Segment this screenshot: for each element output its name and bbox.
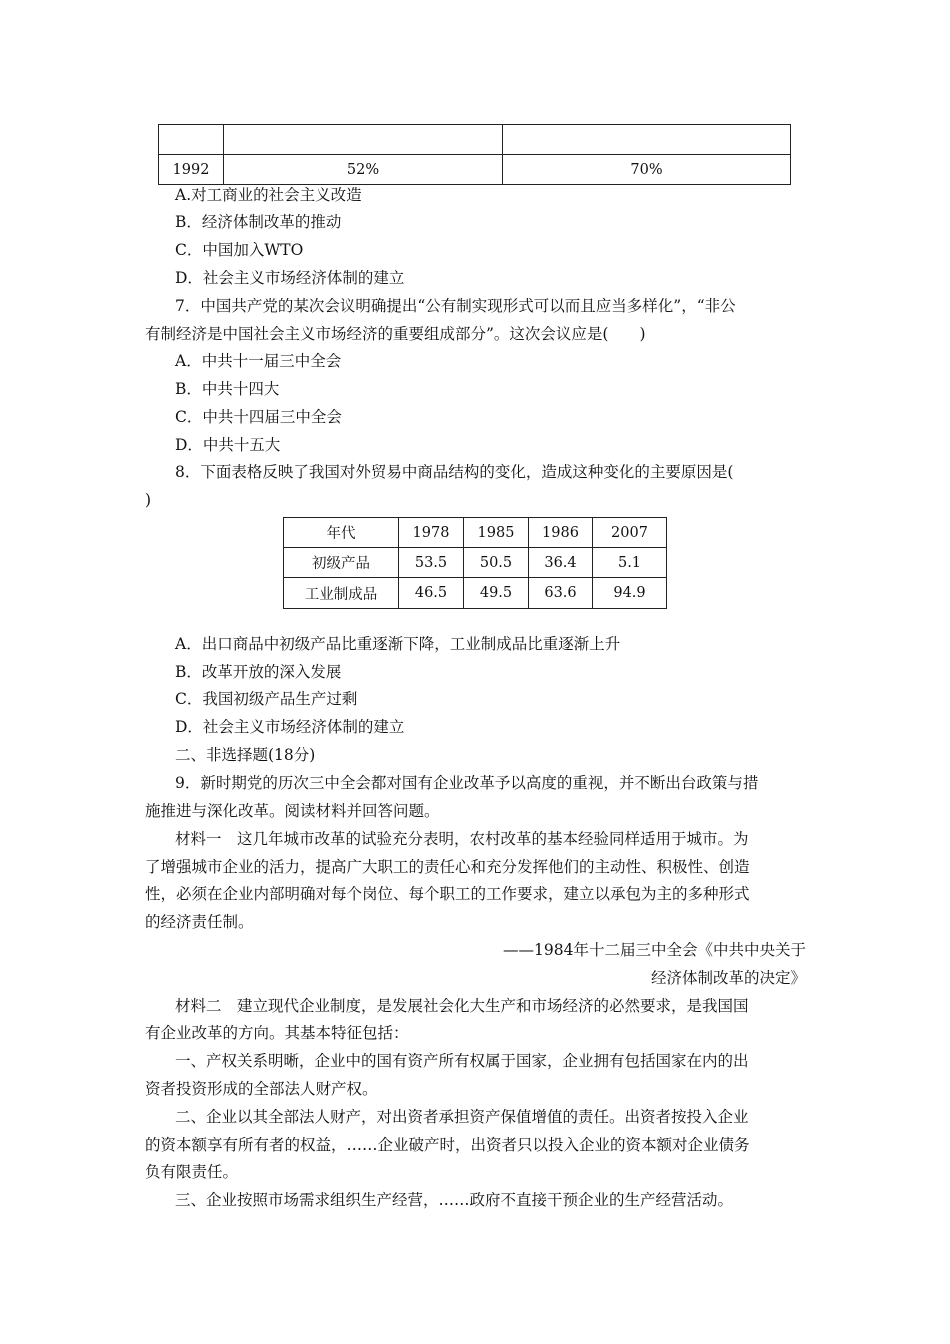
material-1-text: 的经济责任制。 <box>145 913 254 931</box>
q8-option-b: B．改革开放的深入发展 <box>175 663 342 681</box>
table-header-cell: 1978 <box>399 518 464 548</box>
table-cell: 50.5 <box>464 548 529 578</box>
q7-option-d: D．中共十五大 <box>175 436 281 454</box>
table-cell: 工业制成品 <box>284 578 399 609</box>
q8-option-a: A．出口商品中初级产品比重逐渐下降，工业制成品比重逐渐上升 <box>175 635 621 653</box>
q7-option-c: C．中共十四届三中全会 <box>175 408 342 426</box>
table-cell <box>503 125 791 155</box>
material-2-text: 负有限责任。 <box>145 1163 239 1181</box>
q8-option-c: C．我国初级产品生产过剩 <box>175 690 358 708</box>
table-cell: 63.6 <box>529 578 593 609</box>
q8-option-d: D．社会主义市场经济体制的建立 <box>175 718 405 736</box>
table-cell: 53.5 <box>399 548 464 578</box>
material-1-text: 了增强城市企业的活力，提高广大职工的责任心和充分发挥他们的主动性、积极性、创造 <box>145 858 750 876</box>
material-2-text: 材料二 建立现代企业制度，是发展社会化大生产和市场经济的必然要求，是我国国 <box>175 997 749 1015</box>
table-cell: 初级产品 <box>284 548 399 578</box>
q6-option-a: A.对工商业的社会主义改造 <box>175 186 362 204</box>
top-table <box>158 124 791 185</box>
q8-stem-cont: ) <box>145 491 152 509</box>
table-cell: 5.1 <box>593 548 667 578</box>
q9-stem: 9．新时期党的历次三中全会都对国有企业改革予以高度的重视，并不断出台政策与措 <box>175 774 759 792</box>
table-cell <box>159 125 224 155</box>
table-cell: 49.5 <box>464 578 529 609</box>
table-cell: 46.5 <box>399 578 464 609</box>
table-cell: 52% <box>224 155 503 185</box>
q6-option-b: B．经济体制改革的推动 <box>175 213 342 231</box>
material-2-text: 一、产权关系明晰，企业中的国有资产所有权属于国家，企业拥有包括国家在内的出 <box>175 1052 749 1070</box>
table-cell: 94.9 <box>593 578 667 609</box>
table-header-cell: 1985 <box>464 518 529 548</box>
q7-option-b: B．中共十四大 <box>175 380 280 398</box>
table-row <box>284 578 667 609</box>
q7-stem-cont: 有制经济是中国社会主义市场经济的重要组成部分”。这次会议应是( ) <box>145 325 646 343</box>
table-header-cell: 年代 <box>284 518 399 548</box>
table-row <box>284 518 667 548</box>
table-cell: 70% <box>503 155 791 185</box>
material-1-text: 材料一 这几年城市改革的试验充分表明，农村改革的基本经验同样适用于城市。为 <box>175 830 749 848</box>
q6-option-d: D．社会主义市场经济体制的建立 <box>175 269 405 287</box>
table-row <box>159 125 791 155</box>
table-cell: 36.4 <box>529 548 593 578</box>
q6-option-c: C．中国加入WTO <box>175 241 304 259</box>
section-title: 二、非选择题(18分) <box>175 746 316 764</box>
table-cell <box>224 125 503 155</box>
q7-option-a: A．中共十一届三中全会 <box>175 352 342 370</box>
material-1-source: ——1984年十二届三中全会《中共中央关于 <box>503 941 806 959</box>
material-2-text: 三、企业按照市场需求组织生产经营，……政府不直接干预企业的生产经营活动。 <box>175 1191 734 1209</box>
material-2-text: 有企业改革的方向。其基本特征包括： <box>145 1024 409 1042</box>
material-1-source: 经济体制改革的决定》 <box>650 969 806 987</box>
q8-stem: 8．下面表格反映了我国对外贸易中商品结构的变化，造成这种变化的主要原因是( <box>175 463 734 481</box>
table-row <box>284 548 667 578</box>
material-2-text: 的资本额享有所有者的权益，……企业破产时，出资者只以投入企业的资本额对企业债务 <box>145 1136 750 1154</box>
material-1-text: 性，必须在企业内部明确对每个岗位、每个职工的工作要求，建立以承包为主的多种形式 <box>145 885 750 903</box>
material-2-text: 二、企业以其全部法人财产，对出资者承担资产保值增值的责任。出资者按投入企业 <box>175 1108 749 1126</box>
material-2-text: 资者投资形成的全部法人财产权。 <box>145 1080 378 1098</box>
table-header-cell: 1986 <box>529 518 593 548</box>
q9-stem-cont: 施推进与深化改革。阅读材料并回答问题。 <box>145 802 440 820</box>
q7-stem: 7．中国共产党的某次会议明确提出“公有制实现形式可以而且应当多样化”，“非公 <box>175 297 736 315</box>
table-row <box>159 155 791 185</box>
table-cell: 1992 <box>159 155 224 185</box>
table-header-cell: 2007 <box>593 518 667 548</box>
q8-table <box>283 517 667 609</box>
